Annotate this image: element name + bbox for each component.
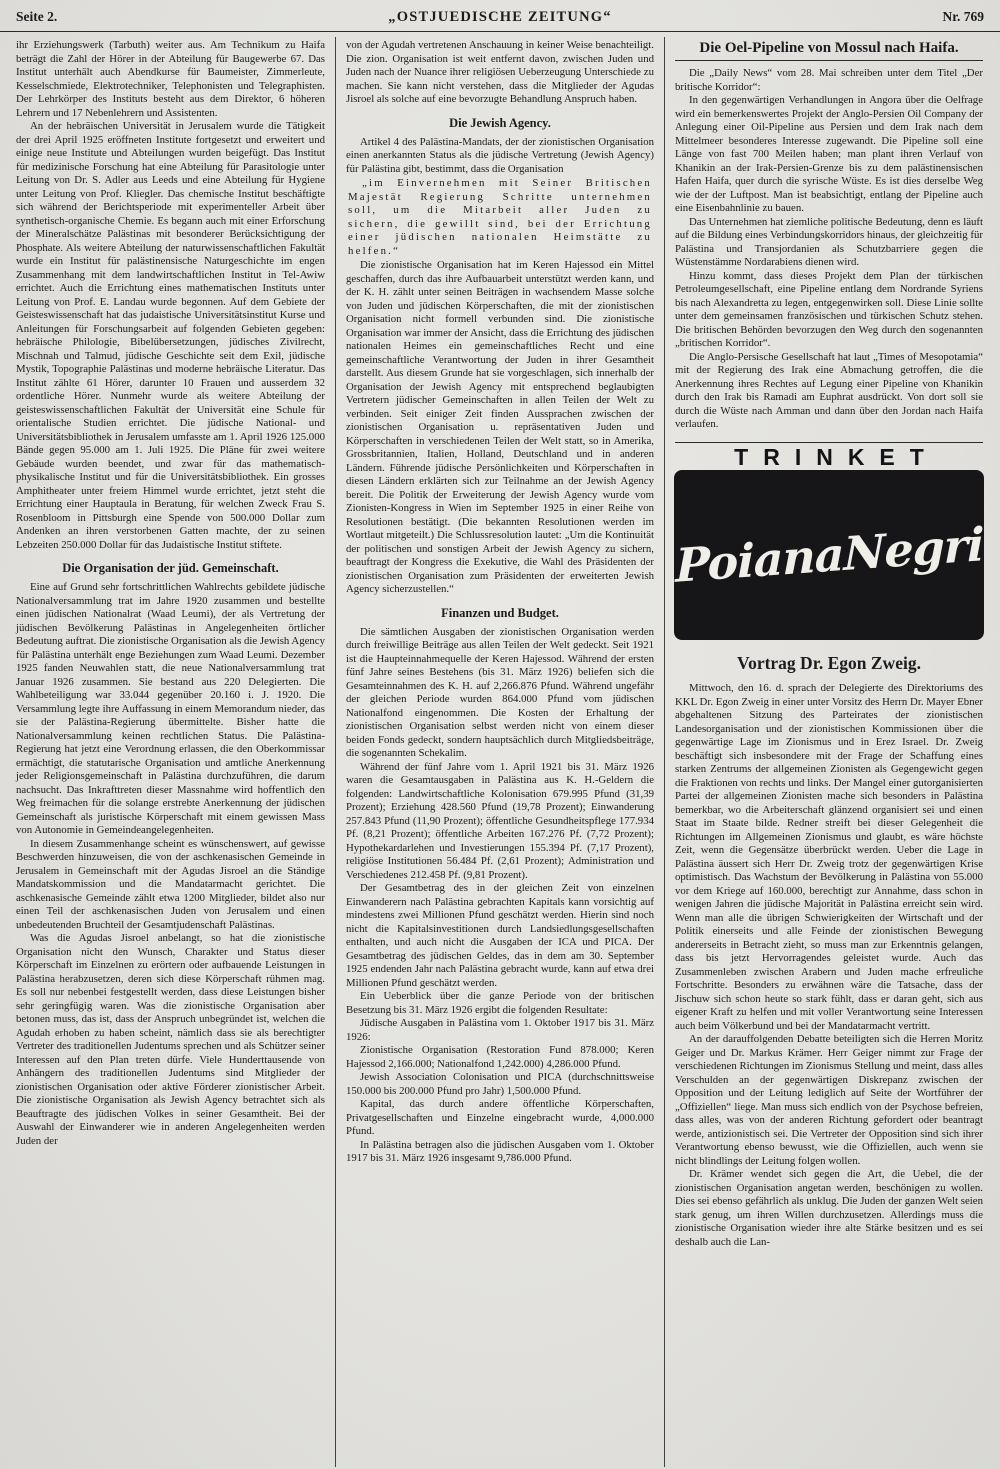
article-paragraph: Zionistische Organisation (Restoration Fund 878.000; Keren Hajessod 2,166.000; Nationalfond 1,242.000) 4,286.000 Pfund. <box>346 1044 654 1070</box>
advertisement-poiana-negri <box>675 442 983 640</box>
article-quote: „im Einvernehmen mit Seiner Britischen Majestät Regierung Schritte unternehmen soll, um die Mitarbeit aller Juden zu sichern, die gewillt sind, bei der Errichtung einer jüdischen nationalen Heimstätte zu helfen.“ <box>348 177 652 257</box>
ad-brand-script: PoianaNegri <box>675 517 984 593</box>
article-paragraph: Kapital, das durch andere öffentliche Körperschaften, Privatgesellschaften und Einzelne eingebracht wurde, 4,000.000 Pfund. <box>346 1098 654 1137</box>
column-3 <box>664 37 993 1467</box>
article-paragraph: Das Unternehmen hat ziemliche politische Bedeutung, denn es läuft auf die Bildung eines Verbindungskorridors hinaus, der gleichzeitig für Palästina und Transjordanien als Schutzbarriere gegen die Wüstenstämme Nordarabiens dienen wird. <box>675 215 983 268</box>
article-paragraph: In diesem Zusammenhange scheint es wünschenswert, auf gewisse Beschwerden hinzuweisen, die von der aschkenasischen Gemeinde in Jerusalem in Gemeinschaft mit der Agudas Jisroel an die Ständige Mandatskommission und die Mandatarmacht gerichtet. Die aschkenasische Gemeinde zählt etwa 1200 Mitglieder, bildet also nur einen Teil der aschkenasischen Juden von Jerusalem und einen unbedeutenden Bruchteil der Gesamtjudenschaft Palästinas. <box>16 837 325 931</box>
headline-rule <box>675 60 983 61</box>
column-1 <box>6 37 335 1467</box>
article-paragraph: In den gegenwärtigen Verhandlungen in Angora über die Oelfrage wird ein bemerkenswertes Projekt der Anglo-Persien Oil Company der Anlegung einer Oil-Pipeline aus Persien und dem Irak nach dem Mittelmeer besonderes Interesse zugewandt. Die Pipeline soll eine Länge von fast 700 Meilen haben; man plant ihren Verlauf von Khanikin an der Irak-Persien-Grenze bis zu dem palästinensischen Hafen Haifa, quer durch die syrische Wüste. Es ist dies derselbe Weg wie der der Luftpost. Man ist beabsichtigt, entlang der Pipeline auch eine Eisenbahnlinie zu bauen. <box>675 94 983 214</box>
article-paragraph: In Palästina betragen also die jüdischen Ausgaben vom 1. Oktober 1917 bis 31. März 1926 insgesamt 9,786.000 Pfund. <box>346 1138 654 1164</box>
article-paragraph: Eine auf Grund sehr fortschrittlichen Wahlrechts gebildete jüdische Nationalversammlung trat im Jahre 1920 zusammen und bestellte einen jüdischen Nationalrat (Waad Leumi), der als Vertretung der jüdischen Bevölkerung Palästinas in Angelegenheiten örtlicher Bedeutung auftrat. Die zionistische Organisation als die Jewish Agency für Palästina unterhält enge Beziehungen zum Waad Leumi. Dezember 1925 fanden Neuwahlen statt, die neue Nationalversammlung trat Januar 1926 zusammen. Sie bestand aus 220 Delegierten. Die Wahlbeteiligung war 33.044 gegenüber 20.160 i. J. 1920. Die Versammlung legte ihre Auffassung in einem Memorandum nieder, das sie der Palästina-Regierung übermittelte. Bisher hatte die Nationalversammlung keinen rechtlichen Status. Die Palästina-Regierung hat jetzt eine Verordnung erlassen, die den Oberkommissar ermächtigt, die statutarische Organisation und amtliche Anerkennung jeder Religionsgemeinschaft in Palästina durchzuführen, die darum nachsucht. Das Inkrafttreten dieser Massnahme wird hoffentlich den Weg freimachen für die solange erstrebte Anerkennung der jüdischen Gemeinschaft als juristische Körperschaft mit einem gewissen Mass von Autonomie in Gemeindeangelegenheiten. <box>16 581 325 836</box>
ad-divider-rule <box>675 442 983 443</box>
article-paragraph: ihr Erziehungswerk (Tarbuth) weiter aus. Am Technikum zu Haifa beträgt die Zahl der Hörer in der Abteilung für Baugewerbe 67. Das Institut unterhält auch Abendkurse für Baumeister, Zimmerleute, Kesselschmiede, Elektrotechniker, Telephonisten und Telegraphisten. Der Lehrkörper des Instituts besteht aus dem Direktor, 6 höheren Lehrern und 17 Nebenlehrern und Assistenten. <box>16 39 325 119</box>
masthead <box>0 0 1000 32</box>
article-heading-gemeinschaft: Die Organisation der jüd. Gemeinschaft. <box>62 561 279 575</box>
article-paragraph: Jüdische Ausgaben in Palästina vom 1. Oktober 1917 bis 31. März 1926: <box>346 1017 654 1043</box>
article-paragraph: Die „Daily News“ vom 28. Mai schreiben unter dem Titel „Der britische Korridor“: <box>675 67 983 93</box>
article-paragraph: Was die Agudas Jisroel anbelangt, so hat die zionistische Organisation nicht den Wunsch, Charakter und Status dieser Körperschaft im Einzelnen zu erörtern oder aufbauende Leistungen in Palästina herabzusetzen, deren sich diese Körperschaft rühmen mag. Es soll nur nebenbei festgestellt werden, dass diese Leistungen bisher sehr geringfügig waren. Was die zionistische Organisation aber betonen muss, das ist, dass der Anspruch unbegründet ist, welchen die Agudah erhoben zu haben scheint, nämlich dass sie als berechtigter Vertreter des traditionellen Judentums sprechen und als Schützer seiner Interessen auf den Plan treten dürfe. Viele Hunderttausende von Anhängern des traditionellen Judentums sind Mitglieder der zionistischen Organisation oder aktive Förderer zionistischer Arbeit. Die zionistische Organisation als Jewish Agency betrachtet sich als Beauftragte des jüdischen Volkes in seiner Gesamtheit. Bei der Auswahl der Einwanderer wie in anderen Angelegenheiten werden Juden der <box>16 932 325 1147</box>
article-paragraph: Der Gesamtbetrag des in der gleichen Zeit von einzelnen Einwanderern nach Palästina gebrachten Kapitals kann vorsichtig auf mindestens zwei Millionen Pfund geschätzt werden. Hierin sind noch nicht die Kapitalsinvestitionen durch Landsiedlungsgesellschaften enthalten, und auch nicht die Ausgaben der ICA und PICA. Der Gesamtbetrag des jüdischen Geldes, das in dem am 30. September 1925 endenden Jahr nach Palästina gebracht wurde, kann auf etwa drei Millionen Pfund geschätzt werden. <box>346 882 654 989</box>
column-2 <box>335 37 664 1467</box>
page-number-label: Seite 2. <box>16 9 58 24</box>
article-paragraph: Die sämtlichen Ausgaben der zionistischen Organisation werden durch freiwillige Beiträge aus allen Teilen der Welt gedeckt. Seit 1921 ist die Haupteinnahmequelle der Keren Hajessod. Während der ersten fünf Jahre seines Bestehens (bis 31. März 1926) beliefen sich die Gesamteinnahmen des K. H. auf 2,266.876 Pfund. Während ungefähr der gleichen Periode wurden 864.000 Pfund vom jüdischen Nationalfond eingenommen. Die Kosten der Erhaltung der zionistischen Organisation selbst werden nicht von einem dieser beiden Fonds gedeckt, sondern hauptsächlich durch Mitgliedsbeiträge, die sogenannten Schekalim. <box>346 625 654 759</box>
article-paragraph: Die Anglo-Persische Gesellschaft hat laut „Times of Mesopotamia“ mit der Regierung des Irak eine Abmachung getroffen, die die Anerkennung ihres Rechtes auf Legung einer Pipeline von Khanikin durch den Irak bis Ramadi am Euphrat ausdrückt. Von dort soll sie durch die Wüste nach Amman und dann über den Jordan nach Haifa verlaufen. <box>675 350 983 430</box>
article-heading-pipeline: Die Oel-Pipeline von Mossul nach Haifa. <box>699 40 959 56</box>
article-paragraph: Ein Ueberblick über die ganze Periode von der britischen Besetzung bis 31. März 1926 ergibt die folgenden Resultate: <box>346 990 654 1016</box>
column-layout <box>0 32 1000 1467</box>
article-paragraph: Mittwoch, den 16. d. sprach der Delegierte des Direktoriums des KKL Dr. Egon Zweig in einer unter Vorsitz des Herrn Dr. Mayer Ebner abgehaltenen Sitzung des Parteirates der zionistischen Landesorganisation und der zionistischen Kommissionen über die gegenwärtige Lage im Zionismus und in Erez Israel. Dr. Zweig beschäftigt sich insbesondere mit der Frage der Schaffung eines starken Zentrums der allgemeinen Zionisten als Gegengewicht gegen die Fraktionen von rechts und links. Der Mangel einer gutorganisierten Partei der allgemeinen Zionisten mache sich besonders in Palästina bemerkbar, wo die Arbeiterschaft glänzend organisiert sei und einen Staat im Staate bilde. Redner streift bei dieser Gelegenheit die Richtungen im Allgemeinen Zionismus und glaubt, es wäre höchste Zeit, wenn die Gegensätze überbrückt werden. Ueber die Lage in Palästina äussert sich Herr Dr. Zweig trotz der gegenwärtigen Krise optimistisch. Das Wachstum der Bevölkerung in Palästina von 55.000 vor dem Kriege auf 160.000, berechtigt zur Annahme, dass schon in wenigen Jahren die jüdische Majorität in Palästina erreicht sein wird. Wenn man alle die übrigen Schwierigkeiten der Wirtschaft und der Politik einerseits und alle Feinde der zionistischen Bewegung andererseits in Betracht zieht, so muss man zur Erkenntnis gelangen, dass bis jetzt Hervorragendes geleistet wurde. Auch das Zusammenleben zwischen Arabern und Juden mache erfreuliche Fortschritte. Besonders zu erwähnen wäre die Tatsache, dass der Jischuw sich schon heute so stark fühlt, dass er daran geht, sich aus eigener Kraft zu helfen und mit voller Verantwortung seine Interessen auch beim Völkerbund und bei der Mandatarmacht vertritt. <box>675 682 983 1032</box>
article-paragraph: Die zionistische Organisation hat im Keren Hajessod ein Mittel geschaffen, durch das ihre Aufbauarbeit unterstützt werden kann, und der K. H. zählt unter seinen Beiträgen in wachsendem Masse solche von Juden und jüdischen Körperschaften, die mit der zionistischen Organisation nicht formell verbunden sind. Die zionistische Organisation war immer der Ansicht, dass die Errichtung des jüdischen nationalen Heimes ein gemeinschaftliches Recht und eine gemeinschaftliche Verantwortung der Juden in ihrer Gesamtheit darstellt. Aus diesem Grunde hat sie vorgeschlagen, sich innerhalb der Organisation der Jewish Agency mit entsprechend beglaubigten Vertretern jüdischer Gemeinschaften in allen Teilen der Welt zu verbinden. Seit einiger Zeit finden Aussprachen zwischen der zionistischen Organisation u. repräsentativen Juden und Körperschaften in verschiedenen Teilen der Welt statt, so in Amerika, Grossbritannien, Italien, Holland, Deutschland und in anderen Ländern. Führende jüdische Persönlichkeiten und Körperschaften in diesen Ländern erklärten sich zur Teilnahme an der Jewish Agency bereit. Die Politik der Erweiterung der Jewish Agency wurde vom Zionisten-Kongress in Wien im September 1925 in einer Reihe von Resolutionen bestätigt. (Die bekannten Resolutionen werden im Wortlaut mitgeteilt.) Die Schlussresolution lautet: „Um die Kontinuität der politischen und sonstigen Arbeit der Jewish Agency zu sichern, beauftragt der Kongress die Exekutive, die Wahl des Präsidenten der zionistischen Organisation zum Präsidenten der erweiterten Jewish Agency sicherzustellen.“ <box>346 259 654 595</box>
article-paragraph: von der Agudah vertretenen Anschauung in keiner Weise benachteiligt. Die zion. Organisation ist weit entfernt davon, zwischen Juden und Juden nach der Nuance ihrer religiösen Ueberzeugung Unterschiede zu machen. Sie kann nicht verstehen, dass die Mitglieder der Agudas Jisroel als solche auf eine bevorzugte Behandlung Anspruch haben. <box>346 39 654 105</box>
article-paragraph: Dr. Krämer wendet sich gegen die Art, die Uebel, die der zionistischen Organisation angetan werden, beschönigen zu wollen. Dies sei ebenso gefährlich als unklug. Die Juden der ganzen Welt seien stark genug, um ihren Willen durchzusetzen. Allerdings muss die zionistische Organisation wieder ihre alte Stärke besitzen und es sei deshalb auch die Lan- <box>675 1168 983 1248</box>
article-paragraph: Hinzu kommt, dass dieses Projekt dem Plan der türkischen Petroleumgesellschaft, eine Pipeline entlang dem Nordrande Syriens bis nach Alexandretta zu legen, entgegenwirken soll. Diese Linie sollte unter dem gemeinsamen französischen und türkischen Schutz stehen. Die britischen Behörden bevorzugen den Weg durch den sogenannten „britischen Korridor“. <box>675 269 983 349</box>
article-heading-finanzen: Finanzen und Budget. <box>441 605 559 620</box>
article-paragraph: Artikel 4 des Palästina-Mandats, der der zionistischen Organisation einen anerkannten Status als die jüdische Vertretung (Jewish Agency) für Palästina gibt, bestimmt, dass die Organisation <box>346 135 654 175</box>
ad-black-box <box>675 471 983 639</box>
newspaper-title: „OSTJUEDISCHE ZEITUNG“ <box>388 9 612 25</box>
article-paragraph: An der darauffolgenden Debatte beteiligten sich die Herren Moritz Geiger und Dr. Markus Krämer. Herr Geiger nimmt zur Frage der verschiedenen Richtungen im Zionismus Stellung und meint, dass alles Verschulden an der gegenwärtigen Diskrepanz zwischen der Opposition und der Leitung lediglich auf Seite der Wortführer der „Offiziellen“ liege. Man muss sich endlich von der Psychose befreien, dass alles, was von der anderen Richtung gefordert oder beantragt werde, antizionistisch sei. Die Vertreter der Opposition sind sich ihrer Verantwortung ebenso bewusst, wie die Offiziellen, auch wenn sie nicht blindlings der Leitung folgen wollen. <box>675 1033 983 1167</box>
issue-number-label: Nr. 769 <box>942 9 984 24</box>
article-paragraph: Während der fünf Jahre vom 1. April 1921 bis 31. März 1926 waren die Gesamtausgaben in Palästina aus K. H.-Geldern die folgenden: Landwirtschaftliche Kolonisation 679.995 Pfund (31,39 Prozent); Erziehung 428.560 Pfund (19,78 Prozent); Einwanderung 257.843 Pfund (11,90 Prozent); öffentliche Gesundheitspflege 177.934 Pf. (8,21 Prozent); öffentliche Arbeiten 167.276 Pf. (7,72 Prozent); Hypothekardarlehen und Investierungen 155.394 Pf. (7,17 Prozent), religiöse Institutionen 56.484 Pf. (2,61 Prozent); Administration und Verschiedenes 212.458 Pf. (9,81 Prozent). <box>346 760 654 881</box>
article-heading-vortrag: Vortrag Dr. Egon Zweig. <box>737 653 921 673</box>
article-heading-jewish-agency: Die Jewish Agency. <box>449 115 551 130</box>
ad-headline: TRINKET <box>734 443 939 470</box>
article-paragraph: An der hebräischen Universität in Jerusalem wurde die Tätigkeit der drei April 1925 eröffneten Institute fortgesetzt und erweitert und einige neue Institute und Abteilungen wurden beigefügt. Das Institut für medizinische Forschung hat eine Abteilung für Parasitologie unter Leitung von Dr. S. Adler aus Leeds und eine Abteilung für Hygiene unter Leitung von Prof. Kliegler. Das chemische Institut beschäftigte sich während der Berichtsperiode mit experimenteller Arbeit über synthetisch-organische Chemie. Es begann auch mit einer Erforschung der Mineralschätze Palästinas mit besonderer Berücksichtigung der Phosphate. Als weitere Abteilung der naturwissenschaftlichen Fakultät wurde ein Institut für palästinensische Naturgeschichte im engen Zusammenhang mit dem landwirtschaftlichen Institut in Tel-Awiw errichtet. Auch die Errichtung eines mathematischen Instituts unter Leitung von Prof. E. Landau wurde begonnen. Auf dem Gebiete der Geisteswissenschaft hat das judaistische Universitätsinstitut Kurse und Anleitungen für Forschungsarbeit auf folgenden Gebieten gegeben: hebräische Philologie, Bibelübersetzungen, jüdisches Zivilrecht, Mischnah und Talmud, jüdische Geschichte seit dem Exil, jüdische Mystik, Topographie Palästinas und moderne hebräische Literatur. Das Institut zählte 61 Hörer, darunter 10 Frauen und ausserdem 32 ordentliche Hörer. Nunmehr wurde als weitere Abteilung der geisteswissenschaftlichen Fakultät der Universität eine Schule für orientalische Studien errichtet. Die jüdische National- und Universitätsbibliothek in Jerusalem umfasste am 1. April 1926 125.000 Bände gegen 95.000 am 1. Juli 1925. Die Pläne für zwei weitere Gebäude wurden beendet, und zwar für das mathematisch-physikalische Institut und für die Universitätsbibliothek. Ein grosses Amphitheater unter freiem Himmel wurde errichtet, jetzt steht die Errichtung einer Hauptaula in Beratung, für welchen Zweck Frau S. Rosenbloom in Pittsburgh eine Spende von 500.000 Dollar zum Andenken an ihren verstorbenen Gatten machte, der zu seinen Lebzeiten 250.000 Dollar für das Judaistische Institut stiftete. <box>16 120 325 551</box>
article-paragraph: Jewish Association Colonisation und PICA (durchschnittsweise 150.000 bis 200.000 Pfund pro Jahr) 1,500.000 Pfund. <box>346 1071 654 1097</box>
